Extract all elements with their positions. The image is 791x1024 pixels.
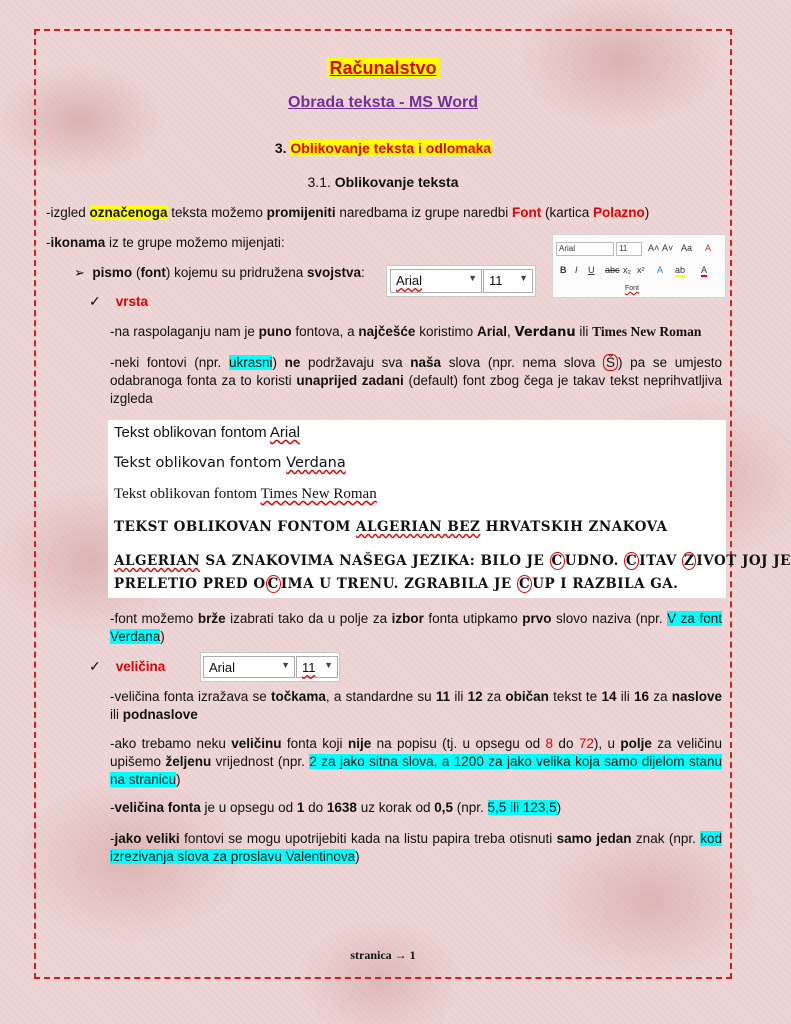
font-color-button[interactable]: A bbox=[701, 265, 708, 275]
font-size-dropdown[interactable]: 11 ▼ bbox=[296, 656, 338, 678]
velicina-paragraph-4: -jako veliki fontovi se mogu upotrijebiti kada na listu papira treba otisnuti samo jedan znak (npr. kod izrezivanja slova za proslavu Valentinova) bbox=[110, 831, 723, 864]
chevron-down-icon: ▼ bbox=[468, 273, 477, 283]
intro-line-1: -izgled označenoga teksta možemo promijeniti naredbama iz grupe naredbi Font (kartica Polazno) bbox=[46, 205, 650, 220]
sample-verdana: Tekst oblikovan fontom Verdana bbox=[114, 455, 346, 471]
vrsta-paragraph-1: -na raspolaganju nam je puno fontova, a najčešće koristimo Arial, Verdanu ili Times New Roman bbox=[110, 324, 702, 340]
ribbon-size-box[interactable]: 11 bbox=[616, 242, 642, 256]
bold-button[interactable]: B bbox=[560, 265, 567, 275]
grow-font-button[interactable]: A˄ bbox=[648, 243, 660, 253]
intro-line-2: -ikonama iz te grupe možemo mijenjati: bbox=[46, 235, 285, 250]
underline-button[interactable]: U bbox=[588, 265, 595, 275]
page-subtitle: Obrada teksta - MS Word bbox=[288, 94, 478, 111]
sample-algerian-1: TEKST OBLIKOVAN FONTOM ALGERIAN BEZ HRVATSKIH ZNAKOVA bbox=[114, 519, 668, 535]
velicina-paragraph-3: -veličina fonta je u opsegu od 1 do 1638 uz korak od 0,5 (npr. 5,5 ili 123,5) bbox=[110, 800, 562, 815]
sample-arial: Tekst oblikovan fontom Arial bbox=[114, 424, 300, 441]
font-samples-box bbox=[108, 420, 791, 598]
sample-times: Tekst oblikovan fontom Times New Roman bbox=[114, 486, 377, 502]
page-footer: stranica → 1 bbox=[350, 948, 416, 962]
superscript-button[interactable]: x² bbox=[637, 265, 645, 275]
checkmark-icon: ✓ bbox=[89, 293, 101, 309]
change-case-button[interactable]: Aa bbox=[681, 243, 693, 253]
checkmark-icon: ✓ bbox=[89, 658, 101, 674]
sample-algerian-3: PRELETIO PRED O C IMA U TRENU. ZGRABILA JE C UP I RAZBILA GA. bbox=[114, 576, 679, 592]
clear-format-button[interactable]: A bbox=[705, 243, 712, 253]
font-toolbar-mock bbox=[386, 265, 536, 297]
text-effects-button[interactable]: A bbox=[657, 265, 664, 275]
ribbon-font-box[interactable]: Arial bbox=[556, 242, 614, 256]
highlight-button[interactable]: ab bbox=[675, 265, 686, 275]
page-title: Računalstvo bbox=[329, 58, 437, 78]
shrink-font-button[interactable]: A˅ bbox=[662, 243, 674, 253]
brze-paragraph: -font možemo brže izabrati tako da u polje za izbor fonta utipkamo prvo slovo naziva (npr. V za font Verdana) bbox=[110, 611, 722, 644]
ribbon-group-label: Font bbox=[625, 285, 640, 292]
arrow-bullet-icon: ➢ bbox=[74, 265, 85, 280]
pismo-line: ➢ pismo (font) kojemu su pridružena svojstva: bbox=[74, 265, 365, 280]
font-name-dropdown[interactable]: Arial ▼ bbox=[390, 269, 482, 293]
subsection-heading: 3.1. Oblikovanje teksta bbox=[307, 174, 459, 190]
chevron-down-icon: ▼ bbox=[519, 273, 528, 283]
velicina-paragraph-1: -veličina fonta izražava se točkama, a standardne su 11 ili 12 za običan tekst te 14 ili 16 za naslove ili podnaslove bbox=[110, 689, 723, 722]
italic-button[interactable]: I bbox=[575, 265, 578, 275]
strikethrough-button[interactable]: abc bbox=[605, 265, 620, 275]
subscript-button[interactable]: x₂ bbox=[623, 265, 631, 275]
vrsta-label: ✓ vrsta bbox=[89, 293, 149, 309]
chevron-down-icon: ▼ bbox=[324, 660, 333, 670]
vrsta-paragraph-2: -neki fontovi (npr. ukrasni) ne podržavaju sva naša slova (npr. nema slova Š ) pa se umjesto odabranoga fonta za to koristi unaprijed zadani (default) font zbog čega je takav tekst neprihvatljiva izgleda bbox=[110, 355, 722, 406]
font-name-dropdown[interactable]: Arial ▼ bbox=[203, 656, 295, 678]
velicina-paragraph-2: -ako trebamo neku veličinu fonta koji nije na popisu (tj. u opsegu od 8 do 72), u polje za veličinu upišemo željenu vrijednost (npr. 2 za jako sitna slova, a 1200 za jako velika koja samo dijelom stanu na stranicu) bbox=[110, 736, 722, 787]
font-size-dropdown[interactable]: 11 ▼ bbox=[483, 269, 533, 293]
section-heading: 3. Oblikovanje teksta i odlomaka bbox=[274, 140, 492, 156]
chevron-down-icon: ▼ bbox=[281, 660, 290, 670]
sample-algerian-2: ALGERIAN SA ZNAKOVIMA NAŠEGA JEZIKA: BILO JE C UDNO. C ITAV Z IVOT JOJ JE bbox=[114, 553, 791, 569]
velicina-label: ✓ veličina bbox=[89, 658, 166, 674]
font-ribbon-group bbox=[552, 234, 726, 298]
font-size-toolbar-mock bbox=[200, 652, 340, 682]
